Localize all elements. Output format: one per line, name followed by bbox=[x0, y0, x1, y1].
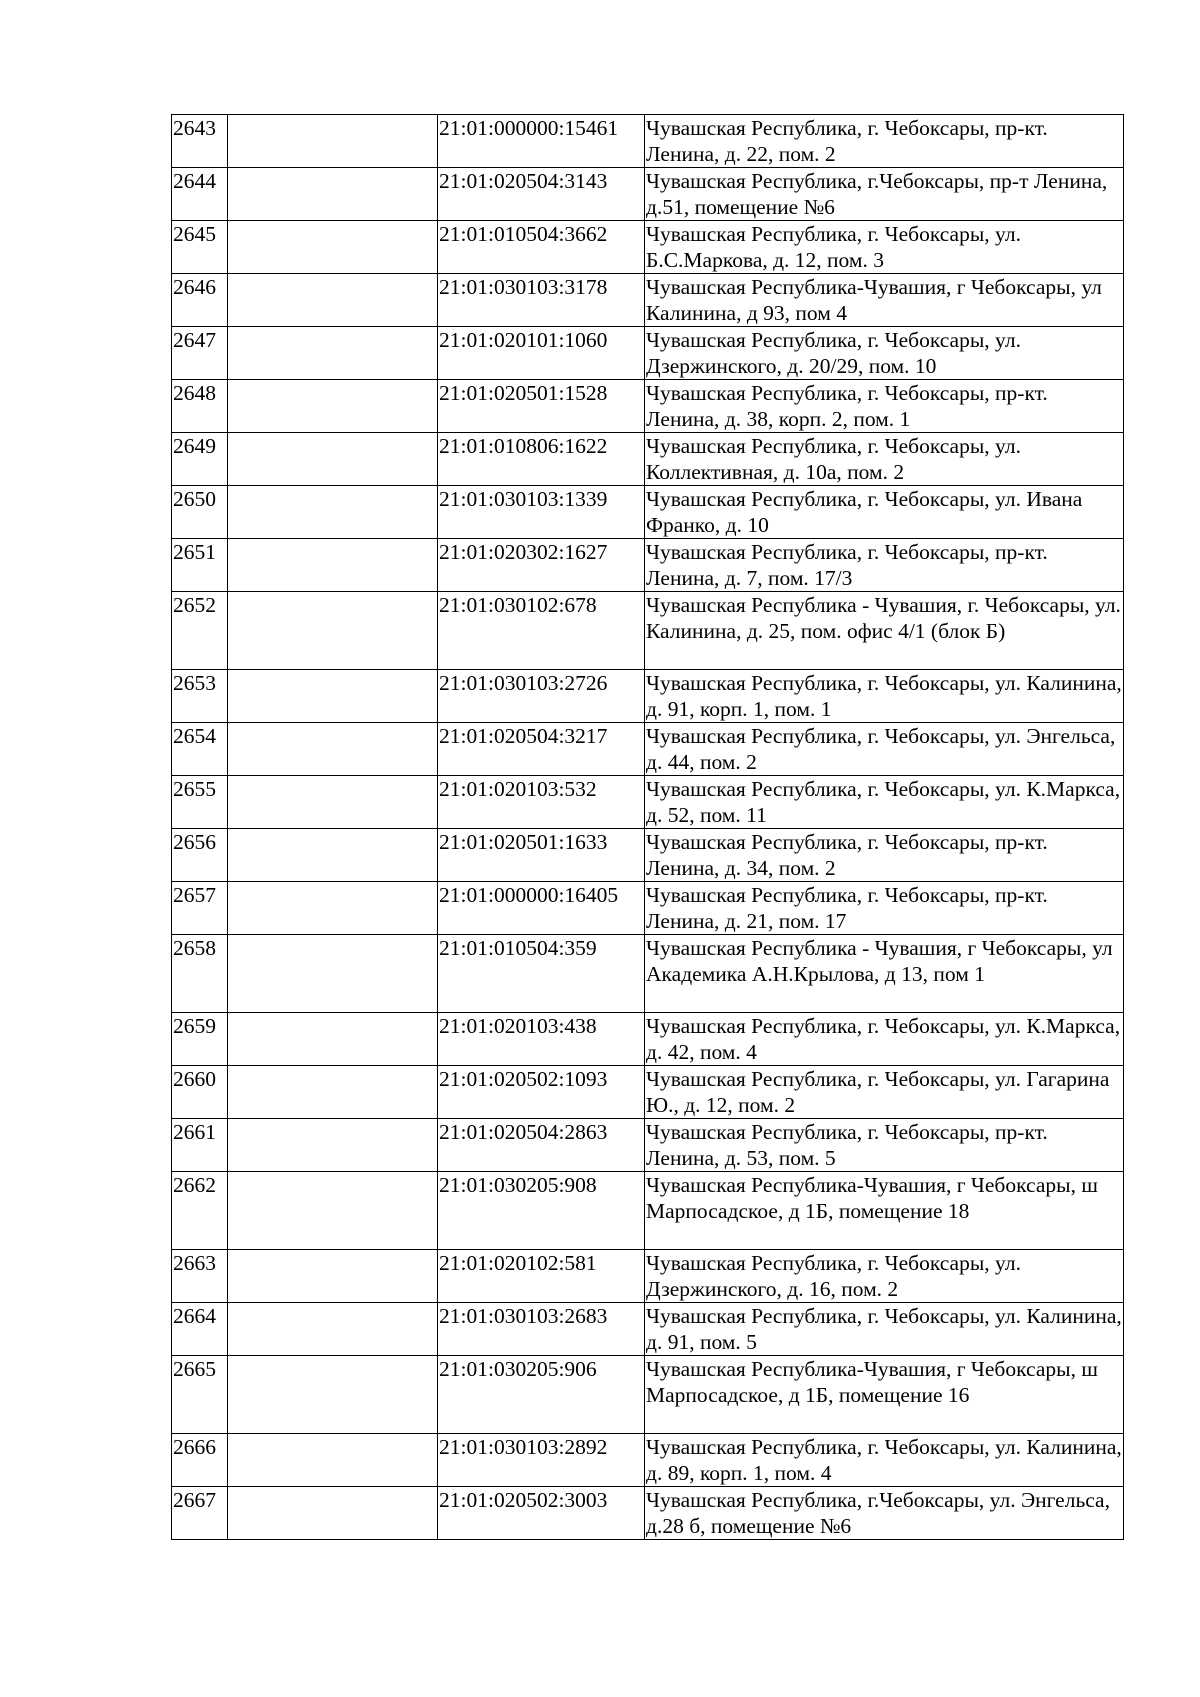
table-row bbox=[172, 433, 1124, 486]
row-number-cell: 2646 bbox=[172, 274, 228, 327]
address-cell: Чувашская Республика, г. Чебоксары, ул. Энгельса, д. 44, пом. 2 bbox=[645, 723, 1124, 776]
address-cell: Чувашская Республика, г. Чебоксары, ул. Калинина, д. 89, корп. 1, пом. 4 bbox=[646, 1435, 1122, 1485]
table-row bbox=[172, 539, 1124, 592]
empty-cell bbox=[228, 935, 438, 1013]
cadastral-number-cell: 21:01:020103:532 bbox=[438, 776, 645, 829]
address-cell: Чувашская Республика, г. Чебоксары, ул. Гагарина Ю., д. 12, пом. 2 bbox=[645, 1066, 1124, 1119]
registry-table-body bbox=[172, 115, 1124, 1540]
empty-cell bbox=[228, 1013, 438, 1066]
address-cell: Чувашская Республика - Чувашия, г Чебоксары, ул Академика А.Н.Крылова, д 13, пом 1 bbox=[645, 935, 1124, 1013]
table-row bbox=[172, 829, 1124, 882]
empty-cell bbox=[228, 1250, 438, 1303]
empty-cell bbox=[228, 1172, 438, 1250]
address-cell: Чувашская Республика, г. Чебоксары, пр-кт. Ленина, д. 38, корп. 2, пом. 1 bbox=[645, 380, 1124, 433]
empty-cell bbox=[228, 776, 438, 829]
empty-cell bbox=[228, 1434, 438, 1487]
row-number-cell: 2663 bbox=[172, 1250, 228, 1303]
table-row bbox=[172, 670, 1124, 723]
address-cell: Чувашская Республика, г. Чебоксары, ул. Б.С.Маркова, д. 12, пом. 3 bbox=[645, 221, 1124, 274]
table-row bbox=[172, 882, 1124, 935]
row-number-cell: 2658 bbox=[172, 935, 228, 1013]
table-row bbox=[172, 723, 1124, 776]
cadastral-number-cell: 21:01:030103:2683 bbox=[438, 1303, 645, 1356]
row-number-cell: 2654 bbox=[172, 723, 228, 776]
row-number-cell: 2652 bbox=[172, 592, 228, 670]
cadastral-number-cell: 21:01:020501:1528 bbox=[438, 380, 645, 433]
row-number-cell: 2660 bbox=[172, 1066, 228, 1119]
address-cell: Чувашская Республика, г. Чебоксары, ул. Калинина, д. 91, пом. 5 bbox=[646, 1304, 1122, 1354]
row-number-cell: 2667 bbox=[172, 1487, 228, 1540]
address-cell: Чувашская Республика-Чувашия, г Чебоксары, ул Калинина, д 93, пом 4 bbox=[645, 274, 1124, 327]
address-cell: Чувашская Республика, г. Чебоксары, пр-кт. Ленина, д. 7, пом. 17/3 bbox=[645, 539, 1124, 592]
table-row bbox=[172, 592, 1124, 670]
cadastral-number-cell: 21:01:020504:3143 bbox=[438, 168, 645, 221]
empty-cell bbox=[228, 723, 438, 776]
cadastral-number-cell: 21:01:020501:1633 bbox=[438, 829, 645, 882]
cadastral-number-cell: 21:01:000000:15461 bbox=[438, 115, 645, 168]
table-row bbox=[172, 1172, 1124, 1250]
table-row bbox=[172, 1119, 1124, 1172]
row-number-cell: 2662 bbox=[172, 1172, 228, 1250]
row-number-cell: 2657 bbox=[172, 882, 228, 935]
row-number-cell: 2655 bbox=[172, 776, 228, 829]
table-row bbox=[172, 776, 1124, 829]
address-cell: Чувашская Республика, г. Чебоксары, пр-кт. Ленина, д. 53, пом. 5 bbox=[645, 1119, 1124, 1172]
row-number-cell: 2643 bbox=[172, 115, 228, 168]
cadastral-number-cell: 21:01:010504:359 bbox=[438, 935, 645, 1013]
empty-cell bbox=[228, 1356, 438, 1434]
address-cell: Чувашская Республика, г. Чебоксары, ул. Коллективная, д. 10а, пом. 2 bbox=[645, 433, 1124, 486]
cadastral-number-cell: 21:01:030103:2892 bbox=[438, 1434, 645, 1487]
empty-cell bbox=[228, 486, 438, 539]
empty-cell bbox=[228, 327, 438, 380]
row-number-cell: 2650 bbox=[172, 486, 228, 539]
table-row bbox=[172, 1013, 1124, 1066]
table-row bbox=[172, 1066, 1124, 1119]
address-cell: Чувашская Республика, г. Чебоксары, ул. Дзержинского, д. 20/29, пом. 10 bbox=[645, 327, 1124, 380]
row-number-cell: 2651 bbox=[172, 539, 228, 592]
empty-cell bbox=[228, 829, 438, 882]
address-cell: Чувашская Республика, г. Чебоксары, ул. Дзержинского, д. 16, пом. 2 bbox=[645, 1250, 1124, 1303]
cadastral-number-cell: 21:01:030103:2726 bbox=[438, 670, 645, 723]
cadastral-number-cell: 21:01:010504:3662 bbox=[438, 221, 645, 274]
row-number-cell: 2645 bbox=[172, 221, 228, 274]
empty-cell bbox=[228, 539, 438, 592]
address-cell: Чувашская Республика, г. Чебоксары, пр-кт. Ленина, д. 21, пом. 17 bbox=[645, 882, 1124, 935]
row-number-cell: 2664 bbox=[172, 1303, 228, 1356]
row-number-cell: 2665 bbox=[172, 1356, 228, 1434]
cadastral-number-cell: 21:01:010806:1622 bbox=[438, 433, 645, 486]
cadastral-number-cell: 21:01:020504:2863 bbox=[438, 1119, 645, 1172]
row-number-cell: 2649 bbox=[172, 433, 228, 486]
table-row bbox=[172, 380, 1124, 433]
empty-cell bbox=[228, 670, 438, 723]
table-row bbox=[172, 274, 1124, 327]
row-number-cell: 2648 bbox=[172, 380, 228, 433]
empty-cell bbox=[228, 882, 438, 935]
empty-cell bbox=[228, 1066, 438, 1119]
address-cell: Чувашская Республика, г. Чебоксары, пр-кт. Ленина, д. 34, пом. 2 bbox=[645, 829, 1124, 882]
table-row bbox=[172, 1434, 1124, 1487]
address-cell: Чувашская Республика, г. Чебоксары, пр-кт. Ленина, д. 22, пом. 2 bbox=[645, 115, 1124, 168]
empty-cell bbox=[228, 274, 438, 327]
address-cell: Чувашская Республика-Чувашия, г Чебоксары, ш Марпосадское, д 1Б, помещение 18 bbox=[645, 1172, 1124, 1250]
row-number-cell: 2659 bbox=[172, 1013, 228, 1066]
cadastral-number-cell: 21:01:020502:1093 bbox=[438, 1066, 645, 1119]
table-row bbox=[172, 1250, 1124, 1303]
row-number-cell: 2647 bbox=[172, 327, 228, 380]
address-cell: Чувашская Республика, г. Чебоксары, ул. Ивана Франко, д. 10 bbox=[645, 486, 1124, 539]
address-cell: Чувашская Республика, г. Чебоксары, ул. К.Маркса, д. 42, пом. 4 bbox=[645, 1013, 1124, 1066]
empty-cell bbox=[228, 221, 438, 274]
empty-cell bbox=[228, 380, 438, 433]
address-cell: Чувашская Республика-Чувашия, г Чебоксары, ш Марпосадское, д 1Б, помещение 16 bbox=[645, 1356, 1124, 1434]
empty-cell bbox=[228, 168, 438, 221]
address-cell: Чувашская Республика, г. Чебоксары, ул. Калинина, д. 91, корп. 1, пом. 1 bbox=[646, 671, 1122, 721]
table-row bbox=[172, 486, 1124, 539]
empty-cell bbox=[228, 433, 438, 486]
table-row bbox=[172, 168, 1124, 221]
cadastral-number-cell: 21:01:030205:908 bbox=[438, 1172, 645, 1250]
empty-cell bbox=[228, 1487, 438, 1540]
address-cell: Чувашская Республика, г. Чебоксары, ул. К.Маркса, д. 52, пом. 11 bbox=[645, 776, 1124, 829]
address-cell: Чувашская Республика, г.Чебоксары, пр-т Ленина, д.51, помещение №6 bbox=[645, 168, 1124, 221]
empty-cell bbox=[228, 592, 438, 670]
cadastral-number-cell: 21:01:020101:1060 bbox=[438, 327, 645, 380]
cadastral-number-cell: 21:01:020102:581 bbox=[438, 1250, 645, 1303]
table-row bbox=[172, 221, 1124, 274]
table-row bbox=[172, 1487, 1124, 1540]
row-number-cell: 2644 bbox=[172, 168, 228, 221]
table-row bbox=[172, 935, 1124, 1013]
address-cell: Чувашская Республика - Чувашия, г. Чебоксары, ул. Калинина, д. 25, пом. офис 4/1 (блок Б) bbox=[645, 592, 1124, 670]
row-number-cell: 2666 bbox=[172, 1434, 228, 1487]
cadastral-number-cell: 21:01:030103:1339 bbox=[438, 486, 645, 539]
address-cell: Чувашская Республика, г.Чебоксары, ул. Энгельса, д.28 б, помещение №6 bbox=[645, 1487, 1124, 1540]
cadastral-number-cell: 21:01:020302:1627 bbox=[438, 539, 645, 592]
table-row bbox=[172, 1303, 1124, 1356]
empty-cell bbox=[228, 1303, 438, 1356]
cadastral-number-cell: 21:01:000000:16405 bbox=[438, 882, 645, 935]
cadastral-number-cell: 21:01:020103:438 bbox=[438, 1013, 645, 1066]
empty-cell bbox=[228, 115, 438, 168]
cadastral-number-cell: 21:01:030103:3178 bbox=[438, 274, 645, 327]
property-registry-table bbox=[171, 114, 1124, 1540]
row-number-cell: 2656 bbox=[172, 829, 228, 882]
row-number-cell: 2661 bbox=[172, 1119, 228, 1172]
cadastral-number-cell: 21:01:020502:3003 bbox=[438, 1487, 645, 1540]
cadastral-number-cell: 21:01:030205:906 bbox=[438, 1356, 645, 1434]
table-row bbox=[172, 327, 1124, 380]
table-row bbox=[172, 115, 1124, 168]
cadastral-number-cell: 21:01:030102:678 bbox=[438, 592, 645, 670]
cadastral-number-cell: 21:01:020504:3217 bbox=[438, 723, 645, 776]
table-row bbox=[172, 1356, 1124, 1434]
row-number-cell: 2653 bbox=[172, 670, 228, 723]
empty-cell bbox=[228, 1119, 438, 1172]
